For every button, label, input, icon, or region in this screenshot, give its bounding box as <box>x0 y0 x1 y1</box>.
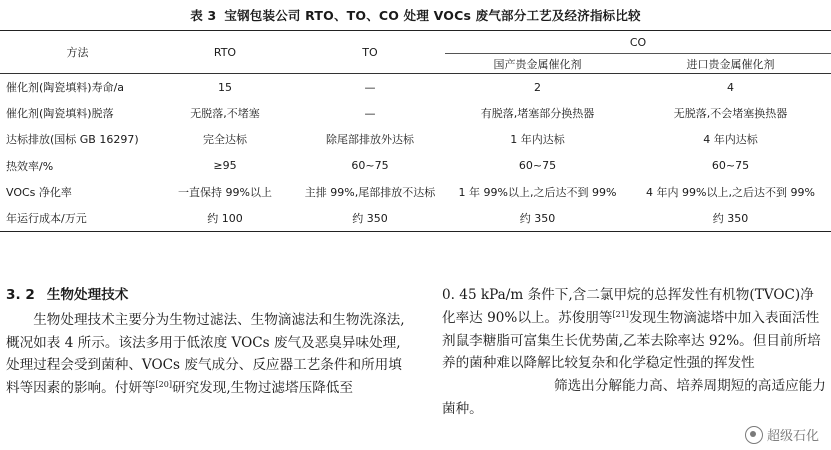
table-caption <box>0 6 831 24</box>
watermark-text: 超级石化 <box>766 429 819 444</box>
table-cell: 无脱落,不会堵塞换热器 <box>673 107 788 121</box>
table-cell: 60~75 <box>351 159 389 173</box>
table-title: 宝钢包装公司 RTO、TO、CO 处理 VOCs 废气部分工艺及经济指标比较 <box>224 8 641 23</box>
table-row <box>0 126 831 152</box>
table-cell: — <box>364 106 376 120</box>
table-cell: 除尾部排放外达标 <box>326 133 414 147</box>
table-cell: 2 <box>534 80 541 94</box>
row-label: VOCs 净化率 <box>6 185 72 199</box>
paragraph-right <box>442 284 827 421</box>
comparison-table <box>0 30 831 232</box>
table-cell: ≥95 <box>213 159 237 173</box>
table-cell: 一直保持 99%以上 <box>178 185 272 199</box>
section-heading <box>6 284 411 307</box>
table-cell: 4 <box>727 80 734 94</box>
table-cell: 有脱落,堵塞部分换热器 <box>480 107 595 121</box>
paragraph-text: 0. 45 kPa/m 条件下,含二氯甲烷的总挥发性有机物(TVOC)净化率达 90%以上。苏俊朋等 <box>442 287 814 326</box>
table-row <box>0 100 831 126</box>
header-co-domestic: 国产贵金属催化剂 <box>445 54 630 74</box>
table-cell: — <box>364 80 376 94</box>
header-co-imported: 进口贵金属催化剂 <box>630 54 831 74</box>
section-title: 生物处理技术 <box>46 287 129 303</box>
table-cell: 15 <box>218 80 232 94</box>
table-cell: 60~75 <box>711 159 750 173</box>
right-column <box>442 284 827 421</box>
table-cell: 完全达标 <box>203 133 247 147</box>
section-number: 3. 2 <box>6 287 35 303</box>
table-row <box>0 205 831 232</box>
table-cell: 无脱落,不堵塞 <box>190 107 260 121</box>
table-cell: 约 350 <box>712 212 749 226</box>
row-label: 年运行成本/万元 <box>6 212 87 226</box>
paragraph-left <box>6 309 411 400</box>
row-label: 催化剂(陶瓷填料)脱落 <box>6 107 114 121</box>
table-cell: 约 350 <box>352 212 388 226</box>
row-label: 热效率/% <box>6 159 54 173</box>
left-column <box>6 284 411 400</box>
table-cell: 4 年内达标 <box>703 133 758 147</box>
paragraph-text: 生物处理技术主要分为生物过滤法、生物滴滤法和生物洗涤法,概况如表 4 所示。该法多用于低浓度 VOCs 废气及恶臭异味处理,处理过程会受到菌种、VOCs 废气成分、反应器工艺条件和所用填料等因素的影响。付妍等 <box>6 311 405 397</box>
table-cell: 主排 99%,尾部排放不达标 <box>304 185 436 199</box>
table-cell: 60~75 <box>518 159 557 173</box>
header-method: 方法 <box>0 31 155 74</box>
table-cell: 1 年内达标 <box>510 133 565 147</box>
row-label: 催化剂(陶瓷填料)寿命/a <box>6 81 125 95</box>
wechat-icon <box>745 426 763 444</box>
paragraph-text: 发现生物滴滤塔中加入表面活性剂鼠李糖脂可富集生长优势菌,乙苯去除率达 92%。但目前所培养的菌种难以降解比较复杂和化学稳定性强的挥发性 <box>442 309 821 372</box>
table-cell: 约 100 <box>207 212 243 226</box>
watermark <box>745 425 819 444</box>
paragraph-text: 研究发现,生物过滤塔压降低至 <box>171 380 353 397</box>
table-row <box>0 74 831 101</box>
table-number: 表 3 <box>190 8 217 23</box>
paragraph-text: 筛选出分解能力高、培养周期短的高适应能力菌种。 <box>442 378 826 417</box>
citation-21[interactable]: [21] <box>612 309 629 319</box>
citation-20[interactable]: [20] <box>155 380 172 390</box>
table-cell: 4 年内 99%以上,之后达不到 99% <box>646 185 815 199</box>
table-row <box>0 179 831 205</box>
table-cell: 约 350 <box>519 212 556 226</box>
table-cell: 1 年 99%以上,之后达不到 99% <box>458 185 617 199</box>
header-rto: RTO <box>155 31 295 74</box>
table-row <box>0 153 831 179</box>
header-co: CO <box>629 35 647 49</box>
row-label: 达标排放(国标 GB 16297) <box>6 133 139 147</box>
header-to: TO <box>295 31 445 74</box>
